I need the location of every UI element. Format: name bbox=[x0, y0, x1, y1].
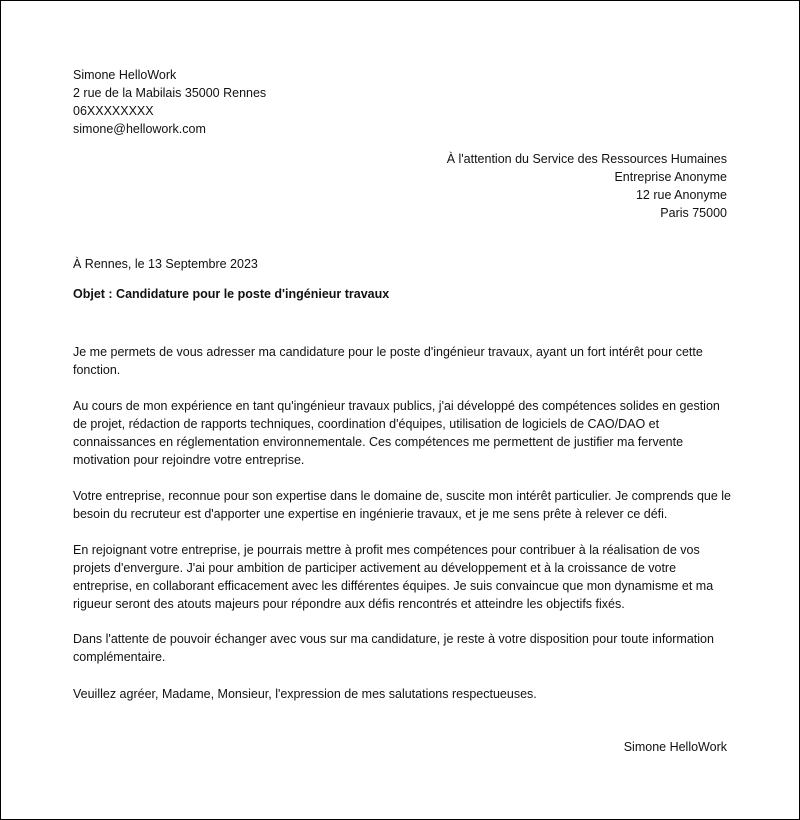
sender-name: Simone HelloWork bbox=[73, 68, 177, 82]
recipient-attention: À l'attention du Service des Ressources Humaines bbox=[446, 152, 727, 166]
recipient-block bbox=[447, 150, 727, 222]
body-paragraph-5: Dans l'attente de pouvoir échanger avec vous sur ma candidature, je reste à votre disposition pour toute information complémentaire. bbox=[73, 632, 714, 664]
sender-phone: 06XXXXXXXX bbox=[73, 104, 154, 118]
recipient-city: Paris 75000 bbox=[660, 206, 727, 220]
body-paragraph-3: Votre entreprise, reconnue pour son expertise dans le domaine de, suscite mon intérêt particulier. Je comprends que le besoin du recruteur est d'apporter une expertise en ingénierie travaux, et je me sens prête à relever ce défi. bbox=[73, 489, 732, 521]
sender-address: 2 rue de la Mabilais 35000 Rennes bbox=[73, 86, 267, 100]
body-paragraph-2: Au cours de mon expérience en tant qu'ingénieur travaux publics, j'ai développé des compétences solides en gestion de projet, rédaction de rapports techniques, coordination d'équipes, utilisation de logiciels de CAO/DAO et connaissances en réglementation environnementale. Ces compétences me permettent de justifier ma fervente motivation pour rejoindre votre entreprise. bbox=[73, 399, 720, 467]
body-paragraph-1: Je me permets de vous adresser ma candidature pour le poste d'ingénieur travaux, ayant un fort intérêt pour cette fonction. bbox=[73, 345, 703, 377]
subject-line: Objet : Candidature pour le poste d'ingénieur travaux bbox=[73, 287, 390, 301]
signature: Simone HelloWork bbox=[623, 740, 727, 754]
recipient-street: 12 rue Anonyme bbox=[635, 188, 727, 202]
recipient-company: Entreprise Anonyme bbox=[614, 170, 727, 184]
sender-block bbox=[73, 66, 266, 138]
sender-email: simone@hellowork.com bbox=[73, 122, 206, 136]
body-paragraph-4: En rejoignant votre entreprise, je pourrais mettre à profit mes compétences pour contribuer à la réalisation de vos projets d'envergure. J'ai pour ambition de participer activement au développement et à la croissance de votre entreprise, en collaborant efficacement avec les différentes équipes. Je suis convaincue que mon dynamisme et ma rigueur seront des atouts majeurs pour répondre aux défis rencontrés et atteindre les objectifs fixés. bbox=[73, 543, 714, 611]
date-line: À Rennes, le 13 Septembre 2023 bbox=[73, 257, 258, 271]
closing-formula: Veuillez agréer, Madame, Monsieur, l'expression de mes salutations respectueuses. bbox=[73, 687, 537, 701]
